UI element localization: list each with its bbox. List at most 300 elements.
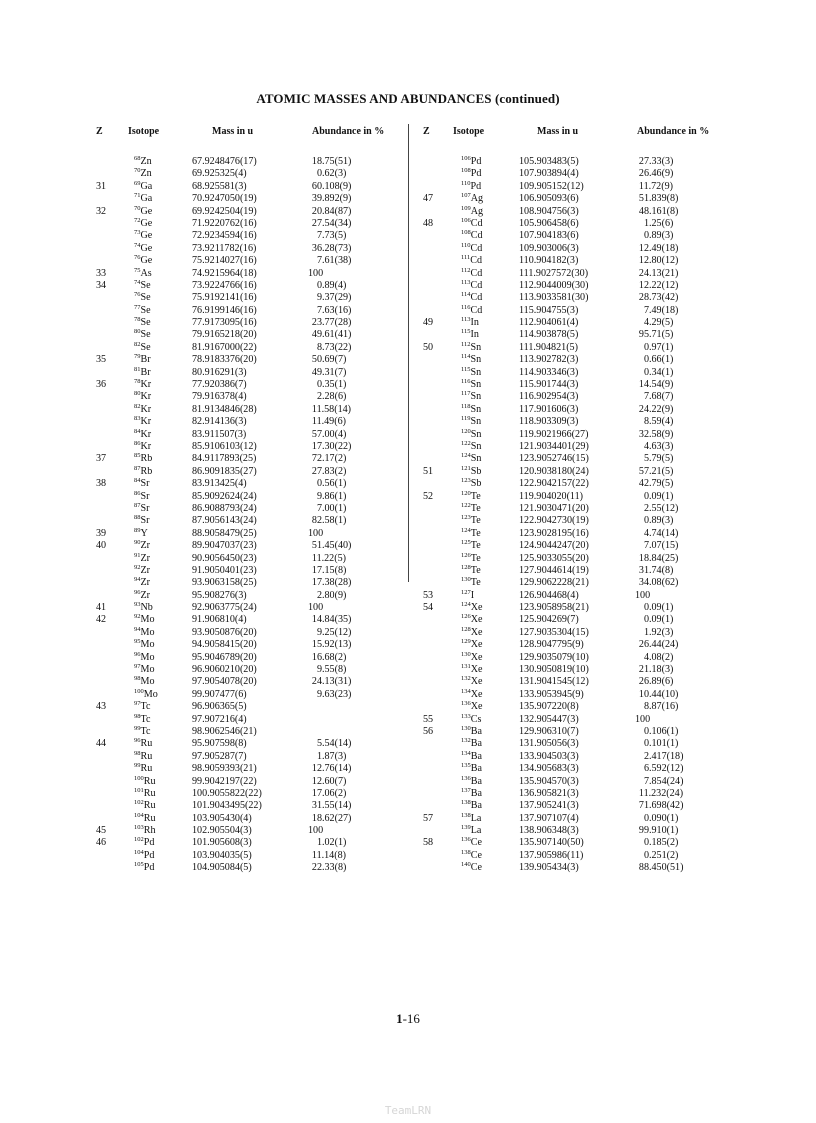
atomic-mass: 95.907598(8) [192,738,247,750]
atomic-mass: 90.9056450(23) [192,552,257,564]
atomic-number: 51 [423,465,434,477]
atomic-mass: 68.925581(3) [192,180,247,192]
element-symbol: Sn [470,366,482,378]
atomic-mass: 103.904035(5) [192,849,252,861]
element-symbol: Kr [140,379,152,391]
element-symbol: Kr [140,403,152,415]
table-row [96,614,416,626]
element-symbol: Rb [140,465,153,477]
abundance: 11.22(5) [311,552,346,564]
mass-number: 121 [461,464,471,472]
atomic-mass: 73.9211782(16) [192,242,257,254]
mass-number: 115 [461,328,471,336]
table-row [423,763,743,775]
table-row [423,255,743,267]
atomic-mass: 93.9063158(25) [192,577,257,589]
atomic-mass: 111.904821(5) [519,341,578,353]
atomic-mass: 137.905986(11) [519,849,584,861]
element-symbol: Te [470,540,481,552]
mass-number: 139 [461,824,471,832]
table-row [423,391,743,403]
abundance: 7.07(15) [643,540,679,552]
mass-number: 70 [134,204,141,212]
table-row [423,639,743,651]
table-row [96,243,416,255]
table-row [96,441,416,453]
element-symbol: Ru [143,800,156,812]
element-symbol: Ge [140,242,153,254]
element-symbol: Te [470,564,481,576]
table-row [423,689,743,701]
table-row [96,453,416,465]
atomic-mass: 135.904570(3) [519,775,579,787]
atomic-mass: 82.914136(3) [192,416,247,428]
table-row [96,305,416,317]
atomic-mass: 74.9215964(18) [192,267,257,279]
table-row [96,268,416,280]
abundance: 10.44(10) [638,688,679,700]
abundance: 7.49(18) [643,304,679,316]
mass-number: 134 [461,687,471,695]
abundance: 1.02(1) [316,837,347,849]
table-row [96,466,416,478]
atomic-mass: 135.907220(8) [519,701,579,713]
abundance: 4.08(2) [643,651,674,663]
element-symbol: Sn [470,440,482,452]
element-symbol: La [470,825,482,837]
element-symbol: Pd [143,849,155,861]
abundance: 0.251(2) [643,849,679,861]
mass-number: 122 [461,439,471,447]
table-row [96,627,416,639]
table-row [423,292,743,304]
element-symbol: Kr [140,391,152,403]
table-row [96,218,416,230]
atomic-mass: 133.9053945(9) [519,688,584,700]
abundance: 9.63(23) [316,688,352,700]
element-symbol: Xe [470,701,483,713]
element-symbol: Nb [140,602,153,614]
abundance: 14.84(35) [311,614,352,626]
mass-number: 90 [134,539,141,547]
element-symbol: Sn [470,391,482,403]
abundance: 95.71(5) [638,329,674,341]
header-isotope-right: Isotope [453,126,485,137]
element-symbol: Kr [140,428,152,440]
mass-number: 109 [461,204,471,212]
element-symbol: Cd [470,267,483,279]
abundance: 57.00(4) [311,428,347,440]
mass-number: 102 [134,799,144,807]
element-symbol: Zr [140,589,151,601]
table-row [423,652,743,664]
abundance: 2.80(9) [316,589,347,601]
atomic-mass: 75.9214027(16) [192,255,257,267]
abundance: 0.66(1) [643,354,674,366]
element-symbol: Pd [143,862,155,874]
element-symbol: Se [140,317,151,329]
table-row [423,813,743,825]
element-symbol: Xe [470,602,483,614]
table-row [96,391,416,403]
abundance: 51.839(8) [638,193,679,205]
element-symbol: Sn [470,341,482,353]
table-row [96,206,416,218]
mass-number: 80 [134,328,141,336]
element-symbol: Br [140,354,151,366]
table-row [423,168,743,180]
mass-number: 110 [461,179,471,187]
atomic-mass: 73.9224766(16) [192,279,257,291]
atomic-mass: 133.904503(3) [519,750,579,762]
abundance: 0.185(2) [643,837,679,849]
abundance: 17.06(2) [311,787,347,799]
atomic-number: 35 [96,354,107,366]
mass-number: 118 [461,402,471,410]
atomic-mass: 125.9033055(20) [519,552,589,564]
atomic-number: 47 [423,193,434,205]
abundance: 18.62(27) [311,812,352,824]
table-row [96,776,416,788]
table-row [96,168,416,180]
mass-number: 97 [134,663,141,671]
element-symbol: Pd [470,168,482,180]
element-symbol: Ge [140,230,153,242]
atomic-mass: 119.9021966(27) [519,428,589,440]
atomic-number: 57 [423,812,434,824]
abundance: 9.37(29) [316,292,352,304]
table-row [423,590,743,602]
atomic-mass: 96.9060210(20) [192,664,257,676]
atomic-mass: 124.9044247(20) [519,540,589,552]
table-row [96,738,416,750]
atomic-number: 46 [96,837,107,849]
atomic-mass: 103.905430(4) [192,812,252,824]
element-symbol: Mo [140,626,155,638]
element-symbol: Xe [470,676,483,688]
mass-number: 130 [461,576,471,584]
element-symbol: Se [140,341,151,353]
atomic-mass: 83.913425(4) [192,478,247,490]
abundance: 71.698(42) [638,800,684,812]
abundance: 11.72(9) [638,180,673,192]
atomic-mass: 77.9173095(16) [192,317,257,329]
abundance: 11.14(8) [311,849,346,861]
atomic-mass: 95.9046789(20) [192,651,257,663]
element-symbol: Ru [143,787,156,799]
mass-number: 123 [461,514,471,522]
atomic-mass: 114.903346(3) [519,366,579,378]
abundance: 48.161(8) [638,205,679,217]
atomic-mass: 71.9220762(16) [192,217,257,229]
element-symbol: Cd [470,279,483,291]
abundance: 31.55(14) [311,800,352,812]
mass-number: 80 [134,390,141,398]
atomic-mass: 80.916291(3) [192,366,247,378]
atomic-mass: 108.904756(3) [519,205,579,217]
atomic-mass: 116.902954(3) [519,391,579,403]
abundance: 0.89(4) [316,279,347,291]
element-symbol: Ag [470,205,484,217]
atomic-number: 56 [423,725,434,737]
element-symbol: Zr [140,552,151,564]
table-row [423,329,743,341]
mass-number: 76 [134,254,141,262]
element-symbol: Mo [140,639,155,651]
mass-number: 108 [461,167,471,175]
mass-number: 77 [134,303,141,311]
page-number [0,1011,816,1027]
element-symbol: Br [140,366,151,378]
abundance: 32.58(9) [638,428,674,440]
element-symbol: Ru [140,750,153,762]
element-symbol: Xe [470,664,483,676]
mass-number: 136 [461,836,471,844]
element-symbol: In [470,329,479,341]
table-row [423,701,743,713]
element-symbol: Mo [140,664,155,676]
table-row [96,515,416,527]
atomic-mass: 67.9248476(17) [192,156,257,167]
abundance: 12.22(12) [638,279,679,291]
header-mass-right: Mass in u [537,126,579,137]
table-row [96,652,416,664]
atomic-mass: 123.9052746(15) [519,453,589,465]
atomic-mass: 95.908276(3) [192,589,247,601]
atomic-number: 32 [96,205,107,217]
mass-number: 136 [461,700,471,708]
table-row [96,255,416,267]
mass-number: 85 [134,452,141,460]
mass-number: 96 [134,650,141,658]
abundance: 5.54(14) [316,738,352,750]
abundance: 1.87(3) [316,750,347,762]
table-row [96,676,416,688]
atomic-mass: 139.905434(3) [519,862,579,874]
atomic-mass: 129.9035079(10) [519,651,589,663]
atomic-mass: 117.901606(3) [519,403,579,415]
element-symbol: Te [470,552,481,564]
mass-number: 82 [134,340,141,348]
abundance: 12.80(12) [638,255,679,267]
atomic-mass: 106.905093(6) [519,193,579,205]
atomic-mass: 81.9167000(22) [192,341,257,353]
table-row [423,206,743,218]
table-row [423,466,743,478]
abundance: 12.76(14) [311,763,352,775]
abundance: 9.86(1) [316,490,347,502]
table-row [423,577,743,589]
mass-number: 135 [461,762,471,770]
atomic-mass: 127.9035304(15) [519,626,589,638]
table-row [96,292,416,304]
abundance: 42.79(5) [638,478,674,490]
abundance: 12.60(7) [311,775,347,787]
element-symbol: Zr [140,540,151,552]
atomic-mass: 75.9192141(16) [192,292,257,304]
table-row [96,429,416,441]
mass-number: 108 [461,229,471,237]
table-row [96,478,416,490]
atomic-mass: 81.9134846(28) [192,403,257,415]
atomic-mass: 123.9058958(21) [519,602,589,614]
abundance: 24.13(21) [638,267,679,279]
mass-number: 128 [461,625,471,633]
header-mass-left: Mass in u [212,126,254,137]
mass-number: 98 [134,712,141,720]
atomic-mass: 69.9242504(19) [192,205,257,217]
abundance: 57.21(5) [638,465,674,477]
table-row [96,342,416,354]
abundance: 0.97(1) [643,341,674,353]
abundance: 16.68(2) [311,651,347,663]
atomic-mass: 123.9028195(16) [519,527,589,539]
mass-number: 99 [134,762,141,770]
table-row [423,614,743,626]
mass-number: 84 [134,477,141,485]
element-symbol: Pd [470,156,482,167]
abundance: 21.18(3) [638,664,674,676]
mass-number: 132 [461,675,471,683]
mass-number: 122 [461,501,471,509]
abundance: 11.49(6) [311,416,346,428]
atomic-mass: 85.9092624(24) [192,490,257,502]
element-symbol: Xe [470,651,483,663]
table-row [423,230,743,242]
atomic-mass: 69.925325(4) [192,168,247,180]
abundance: 6.592(12) [643,763,684,775]
mass-number: 99 [134,724,141,732]
atomic-mass: 88.9058479(25) [192,527,257,539]
atomic-mass: 97.905287(7) [192,750,247,762]
atomic-number: 50 [423,341,434,353]
atomic-mass: 132.905447(3) [519,713,579,725]
atomic-mass: 115.904755(3) [519,304,579,316]
abundance: 8.59(4) [643,416,674,428]
table-row [423,317,743,329]
atomic-mass: 107.903894(4) [519,168,579,180]
mass-number: 74 [134,241,141,249]
atomic-mass: 111.9027572(30) [519,267,589,279]
atomic-number: 38 [96,478,107,490]
element-symbol: Ag [470,193,484,205]
element-symbol: Ru [143,775,156,787]
mass-number: 134 [461,749,471,757]
table-row [423,676,743,688]
abundance: 0.090(1) [643,812,679,824]
table-row [96,602,416,614]
page-title: ATOMIC MASSES AND ABUNDANCES (continued) [256,91,560,106]
element-symbol: Se [140,292,151,304]
atomic-number: 52 [423,490,434,502]
table-row [96,317,416,329]
element-symbol: Pd [470,180,482,192]
atomic-number: 33 [96,267,107,279]
mass-number: 128 [461,563,471,571]
abundance: 0.56(1) [316,478,347,490]
mass-number: 81 [134,365,141,373]
mass-number: 137 [461,786,471,794]
atomic-mass: 109.905152(12) [519,180,584,192]
atomic-mass: 113.9033581(30) [519,292,589,304]
table-row [96,862,416,874]
table-row [423,751,743,763]
abundance: 24.22(9) [638,403,674,415]
table-row [96,503,416,515]
abundance: 26.89(6) [638,676,674,688]
isotope [134,862,154,874]
mass-number: 114 [461,291,471,299]
atomic-mass: 134.905683(3) [519,763,579,775]
atomic-mass: 104.905084(5) [192,862,252,874]
mass-number: 74 [134,278,141,286]
element-symbol: Cd [470,230,483,242]
mass-number: 91 [134,551,141,559]
abundance: 5.79(5) [643,453,674,465]
atomic-number: 58 [423,837,434,849]
atomic-number: 37 [96,453,107,465]
mass-number: 87 [134,501,141,509]
element-symbol: La [470,812,482,824]
abundance: 0.09(1) [643,614,674,626]
atomic-mass: 112.904061(4) [519,317,579,329]
mass-number: 131 [461,663,471,671]
atomic-mass: 118.903309(3) [519,416,579,428]
table-row [96,837,416,849]
abundance: 11.58(14) [311,403,352,415]
mass-number: 78 [134,316,141,324]
element-symbol: Mo [140,614,155,626]
abundance: 23.77(28) [311,317,352,329]
abundance: 27.54(34) [311,217,352,229]
mass-number: 124 [461,601,471,609]
table-row [423,825,743,837]
atomic-mass: 79.9165218(20) [192,329,257,341]
table-row [96,751,416,763]
table-row [96,528,416,540]
element-symbol: Rh [143,825,156,837]
atomic-mass: 101.9043495(22) [192,800,262,812]
atomic-mass: 129.9062228(21) [519,577,589,589]
mass-number: 113 [461,316,471,324]
abundance: 18.84(25) [638,552,679,564]
table-row [423,862,743,874]
table-row [423,788,743,800]
atomic-mass: 121.9030471(20) [519,502,589,514]
abundance: 100 [635,589,651,601]
element-symbol: Sn [470,428,482,440]
table-row [423,503,743,515]
page-number-suffix: -16 [402,1011,420,1026]
abundance: 82.58(1) [311,515,347,527]
mass-number: 86 [134,489,141,497]
atomic-mass: 83.911507(3) [192,428,247,440]
mass-number: 84 [134,427,141,435]
table-row [423,738,743,750]
atomic-mass: 100.9055822(22) [192,787,262,799]
abundance: 0.101(1) [643,738,679,750]
atomic-number: 43 [96,701,107,713]
table-row [423,193,743,205]
mass-number: 92 [134,563,141,571]
table-row [423,664,743,676]
abundance: 2.55(12) [643,502,679,514]
abundance: 88.450(51) [638,862,684,874]
element-symbol: Pd [143,837,155,849]
abundance: 0.89(3) [643,230,674,242]
element-symbol: Sb [470,478,482,490]
isotope-table-left [96,156,416,875]
